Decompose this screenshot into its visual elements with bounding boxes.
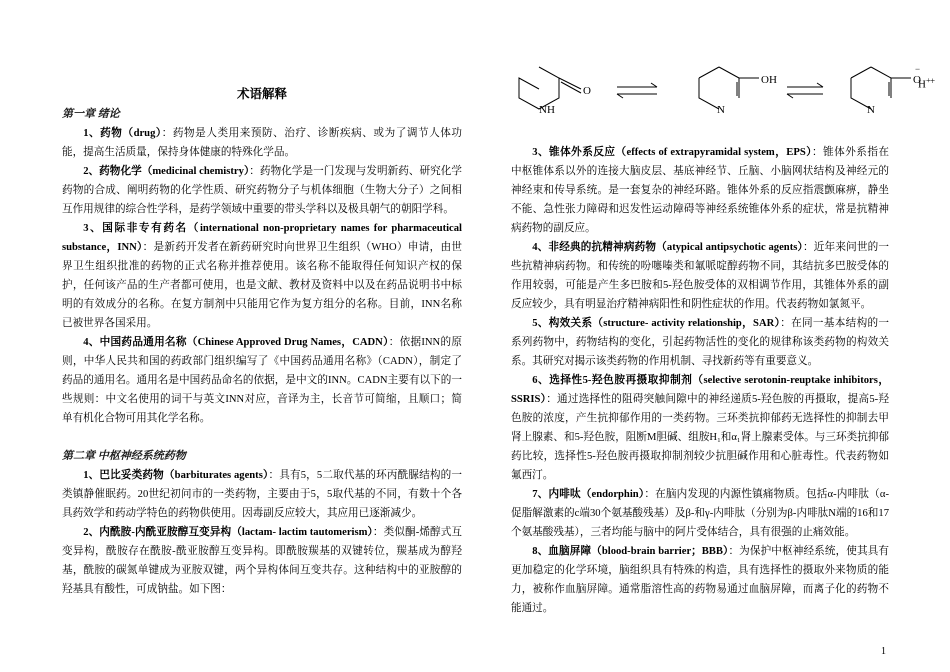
term-label: 4、中国药品通用名称（Chinese Approved Drug Names，CADN） [83, 337, 389, 348]
term-ssri [511, 371, 889, 485]
term-lactam-lactim [62, 523, 462, 599]
term-body: ：依据INN的原则，中华人民共和国的药政部门组织编写了《中国药品通用名称》（CADN），制定了药品的通用名。通用名是中国药品命名的依据，是中文的INN。CADN主要有以下的一些规则：中文名使用的词干与英文INN对应，音译为主，长音节可简缩，且顺口；简单有机化合物可用其化学名称。 [62, 337, 462, 424]
term-cadn [62, 333, 462, 428]
minus-charge: − [915, 64, 921, 74]
plus-sign: + [930, 76, 936, 86]
term-sar [511, 314, 889, 371]
n-label: N [717, 104, 725, 116]
term-label: 7、内啡呔（endorphin） [532, 489, 645, 500]
term-body: ：类似酮-烯醇式互变异构，酰胺存在酰胺-酰亚胺醇互变异构。即酰胺羰基的双键转位，羰基成为醇羟基，酰胺的碳氮单键成为亚胺双键，两个异构体间互变共存。这种结构中的亚胺醇的羟基具有酸性，可成钠盐。如下图： [62, 527, 462, 595]
oh-label: OH [761, 74, 777, 86]
right-column [511, 143, 889, 618]
tautomerism-figure [505, 60, 945, 140]
term-medicinal-chemistry [62, 162, 462, 219]
left-column [62, 105, 462, 599]
term-inn [62, 219, 462, 333]
proton-label: H+ [918, 76, 931, 91]
term-atypical-antipsychotic [511, 238, 889, 314]
term-body: ：通过选择性的阻碍突触间隙中的神经递质5-羟色胺的再摄取，提高5-羟色胺的浓度，产生抗抑郁作用的一类药物。三环类抗抑郁药无选择性的抑制去甲肾上腺素、和5-羟色胺，阻断M胆碱、组胺H₁和α₁肾上腺素受体。与三环类抗抑郁药比较，选择性5-羟色胺再摄取抑制剂较少抗胆碱作用和心脏毒性。代表药物如氟西汀。 [511, 394, 889, 481]
o-label: O [583, 85, 591, 97]
chapter-2-heading: 第二章 中枢神经系统药物 [62, 450, 186, 462]
term-body: ：为保护中枢神经系统，使其具有更加稳定的化学环境，脑组织具有特殊的构造，具有选择性的摄取外来物质的能力，被称作血脑屏障。通常脂溶性高的药物易通过血脑屏障，而离子化的药物不能通过。 [511, 546, 890, 614]
term-label: 2、内酰胺-内酰亚胺醇互变异构（lactam- lactim tautomerism） [83, 527, 373, 538]
nh-label: NH [539, 104, 555, 116]
term-label: 8、血脑屏障（blood-brain barrier；BBB） [532, 546, 729, 557]
chapter-1-heading: 第一章 绪论 [62, 108, 120, 120]
term-body: ：药物化学是一门发现与发明新药、研究化学药物的合成、阐明药物的化学性质、研究药物分子与机体细胞（生物大分子）之间相互作用规律的综合性学科，是药学领域中重要的带头学科以及极具朝气的朝阳学科。 [62, 166, 463, 215]
term-body: ：在同一基本结构的一系列药物中，药物结构的变化，引起药物活性的变化的规律称该类药物的构效关系。其研究对揭示该类药物的作用机制、寻找新药等有重要意义。 [511, 318, 890, 367]
term-bbb [511, 542, 889, 618]
term-label: 1、药物（drug） [83, 128, 162, 139]
term-endorphin [511, 485, 889, 542]
page-number: 1 [881, 646, 886, 657]
ring-2 [699, 78, 719, 109]
ring-1 [519, 67, 559, 109]
term-drug [62, 124, 462, 162]
o-anion-label: O [913, 74, 921, 86]
term-eps [511, 143, 889, 238]
term-body: ：具有5，5二取代基的环丙酰脲结构的一类镇静催眠药。20世纪初问市的一类药物，主要由于5，5取代基的不同，有数十个各具药效学和药动学特色的药物供使用。因毒副反应较大，其应用已逐渐减少。 [62, 470, 463, 519]
term-body: ：药物是人类用来预防、治疗、诊断疾病、或为了调节人体功能，提高生活质量，保持身体健康的特殊化学品。 [62, 128, 463, 158]
term-label: 3、锥体外系反应（effects of extrapyramidal system，EPS） [532, 147, 812, 158]
document-title: 术语解释 [236, 87, 287, 101]
term-barbiturates [62, 466, 462, 523]
term-label: 1、巴比妥类药物（barbiturates agents） [83, 470, 269, 481]
term-body: ：是新药开发者在新药研究时向世界卫生组织（WHO）申请，由世界卫生组织批准的药物的正式名称并推荐使用。该名称不能取得任何知识产权的保护，任何该产品的生产者都可使用，也是文献、教材及资料中以及在药品说明书中标明的有效成分的名称。在复方制剂中只能用它作为复方组分的名称。目前，INN名称已被世界各国采用。 [62, 242, 462, 329]
n-label-anion: N [867, 104, 875, 116]
term-body: ：在脑内发现的内源性镇痛物质。包括α-内啡肽（α-促脂解激素的c端30个氨基酸残基）及β-和γ-内啡肽（分别为β-内啡肽N端的16和17个氨基酸残基），三者均能与脑中的阿片受体结合，具有很强的止痛效能。 [511, 489, 889, 538]
term-label: 6、选择性5-羟色胺再摄取抑制剂（selective serotonin-reuptake inhibitors，SSRIS） [511, 375, 889, 405]
term-body: ：近年来问世的一些抗精神病药物。和传统的吩噻嗪类和氟哌啶醇药物不同，其结抗多巴胺受体的作用较弱，可能是产生多巴胺和5-羟色胺受体的双相调节作用，其锥体外系的副反应较少，具有明显治疗精神病阳性和阴性症状的作用。代表药物如氯氮平。 [511, 242, 889, 310]
term-body: ：锥体外系指在中枢锥体系以外的连接大脑皮层、基底神经节、丘脑、小脑网状结构及神经元的神经束和传导系统。是一套复杂的神经环路。锥体外系的反应指震颤麻痹，静坐不能、急性张力障碍和迟发性运动障碍等神经系统锥体外系的症状，常是抗精神病药物的副反应。 [511, 147, 890, 234]
term-label: 3、国际非专有药名（international non-proprietary names for pharmaceutical substance，INN） [62, 223, 462, 253]
term-label: 2、药物化学（medicinal chemistry） [83, 166, 250, 177]
term-label: 4、非经典的抗精神病药物（atypical antipsychotic agents） [532, 242, 803, 253]
term-label: 5、构效关系（structure- activity relationship，SAR） [532, 318, 781, 329]
